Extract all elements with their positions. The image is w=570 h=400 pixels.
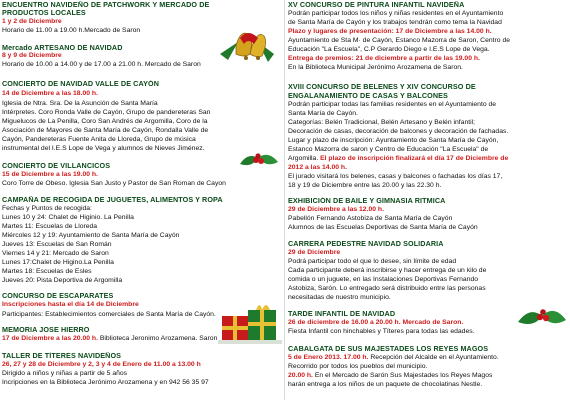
titeres-date: 26, 27 y 28 de Diciembre y 2, 3 y 4 de Enero de 11.00 a 13.00 h <box>2 361 201 368</box>
concierto-line: Asociación de Mayores de Santa María de Cayón, Rondalla Valle de <box>2 127 209 134</box>
carrera-title: CARRERA PEDESTRE NAVIDAD SOLIDARIA <box>288 240 444 248</box>
concierto-date: 14 de Diciembre a las 18.00 h. <box>2 90 98 97</box>
cabalgata-title: CABALGATA DE SUS MAJESTADES LOS REYES MAGOS <box>288 345 489 353</box>
concierto-line: instrumental del I.E.S Lope de Vega y alumnos de Nieves Jiménez. <box>2 145 205 152</box>
escaparates-text: Participantes: Establecimientos comerciales de Santa María de Cayón. <box>2 311 216 318</box>
recogida-line: Jueves 13: Escuelas de San Román <box>2 241 112 248</box>
carrera-line: Podrá participar todo el que lo desee, sin límite de edad <box>288 258 457 265</box>
cabalgata-time3: 20.00 h. <box>288 372 313 379</box>
belenes-line: Santa María de Cayón. <box>288 110 358 117</box>
belenes-deadline: El plazo de inscripción finalizará el día 17 de Diciembre de <box>320 155 509 162</box>
belenes-line: 18 y 19 de Diciembre entre las 20.00 y las 22.30 h. <box>288 182 442 189</box>
pintura-line: Educación "La Escuela", C.P Gerardo Diego e I.E.S Lope de Vega. <box>288 46 490 53</box>
villancicos-title: CONCIERTO DE VILLANCICOS <box>2 162 111 170</box>
belenes-line: Lugar y plazo de inscripción: Ayuntamiento de Santa María de Cayón, <box>288 137 499 144</box>
cabalgata-text3: En el Mercado de Sarón Sus Majestades los Reyes Magos <box>314 372 493 379</box>
belenes-title-line1: XVIII CONCURSO DE BELENES Y XIV CONCURSO DE <box>288 83 476 91</box>
carrera-line: comida o un juguete, en las Instalaciones Deportivas Fernando <box>288 276 479 283</box>
recogida-line: Lunes 10 y 24: Chalet de Higinio. La Penilla <box>2 214 134 221</box>
artesano-text: Horario de 10.00 a 14.00 y de 17.00 a 21.00 h. Mercado de Saron <box>2 61 201 68</box>
titeres-line: Dirigido a niños y niñas a partir de 5 años <box>2 370 128 377</box>
holly-berries-icon <box>516 302 568 330</box>
artesano-date: 8 y 9 de Diciembre <box>2 52 62 59</box>
pintura-title: XV CONCURSO DE PINTURA INFANTIL NAVIDEÑA <box>288 1 465 9</box>
holly-leaves-icon <box>238 146 280 172</box>
carrera-date: 29 de Diciembre <box>288 249 341 256</box>
patchwork-title-line1: ENCUENTRO NAVIDEÑO DE PATCHWORK Y MERCADO DE <box>2 1 210 9</box>
cabalgata-line3 <box>288 372 570 380</box>
pintura-line: Podrán participar todos los niños y niñas residentes en el Ayuntamiento <box>288 10 504 17</box>
belenes-line: Decoración de casas, decoración de balcones y decoración de fachadas. <box>288 128 509 135</box>
pintura-tail: En la Biblioteca Municipal Jerónimo Arozamena de Saron. <box>288 64 463 71</box>
escaparates-title: CONCURSO DE ESCAPARATES <box>2 292 114 300</box>
recogida-title: CAMPAÑA DE RECOGIDA DE JUGUETES, ALIMENTOS Y ROPA <box>2 196 223 204</box>
carrera-line: Cada participante deberá inscribirse y hacer entrega de un kilo de <box>288 267 487 274</box>
tarde-date: 26 de diciembre de 16.00 a 20.00 h. Mercado de Saron. <box>288 319 464 326</box>
baile-title: EXHIBICIÓN DE BAILE Y GIMNASIA RITMICA <box>288 197 446 205</box>
carrera-line: Astobiza, Sarón. Lo entregado será distribuido entre las personas <box>288 285 486 292</box>
right-column <box>286 0 570 400</box>
recogida-line: Viernes 14 y 21: Mercado de Saron <box>2 250 109 257</box>
belenes-deadline-2: 2012 a las 14.00 h. <box>288 164 347 171</box>
recogida-line: Martes 18: Escuelas de Esles <box>2 268 92 275</box>
patchwork-date: 1 y 2 de Diciembre <box>2 18 62 25</box>
pintura-plazo: Plazo y lugares de presentación: 17 de Diciembre a las 14.00 h. <box>288 28 492 35</box>
memoria-date: 17 de Diciembre a las 20.00 h. <box>2 335 98 342</box>
tarde-title: TARDE INFANTIL DE NAVIDAD <box>288 310 396 318</box>
titeres-line: Incripciones en la Biblioteca Jerónimo Arozamena y en 942 56 35 97 <box>2 379 209 386</box>
pintura-premios: Entrega de premios: 21 de diciembre a partir de las 19.00 h. <box>288 55 480 62</box>
concierto-title: CONCIERTO DE NAVIDAD VALLE DE CAYÓN <box>2 80 159 88</box>
cabalgata-text1: Recepción del Alcalde en el Ayuntamiento. <box>370 354 499 361</box>
belenes-line: Podrán participar todas las familias residentes en el Ayuntamiento de <box>288 101 497 108</box>
recogida-line: Martes 11: Escuelas de Lloreda <box>2 223 98 230</box>
concierto-line: Iglesia de Ntra. Sra. De la Asunción de Santa María <box>2 100 158 107</box>
gift-boxes-icon <box>218 296 282 346</box>
baile-date: 29 de Diciembre a las 12.00 h. <box>288 206 384 213</box>
recogida-line: Miércoles 12 y 19: Ayuntamiento de Santa María de Cayón <box>2 232 180 239</box>
patchwork-title-line2: PRODUCTOS LOCALES <box>2 9 86 17</box>
cabalgata-line4: harán entrega a los niños de un paquete de chocolatinas Nestle. <box>288 381 483 388</box>
belenes-line: Estanco Mazorra de saron y Centro de Educación "La Escuela" de <box>288 146 489 153</box>
belenes-argomilla: Argomilla. <box>288 155 319 162</box>
recogida-line: Fechas y Puntos de recogida: <box>2 205 92 212</box>
left-column <box>0 0 284 400</box>
memoria-title: MEMORIA JOSE HIERRO <box>2 326 90 334</box>
recogida-line: Lunes 17:Chalet de Higino.La Penilla <box>2 259 114 266</box>
baile-line: Pabellón Fernando Astobiza de Santa María de Cayón <box>288 215 453 222</box>
belenes-title-line2: ENGALANAMIENTO DE CASAS Y BALCONES <box>288 92 448 100</box>
tarde-text: Fiesta Infantil con hinchables y Títeres para todas las edades. <box>288 328 475 335</box>
column-divider <box>284 0 285 400</box>
cabalgata-line <box>288 354 570 362</box>
artesano-title: Mercado ARTESANO DE NAVIDAD <box>2 44 123 52</box>
pintura-line: de Santa María de Cayón y los trabajos tendrán como tema la Navidad <box>288 19 502 26</box>
recogida-line: Jueves 20: Pista Deportiva de Argomilla <box>2 277 123 284</box>
concierto-line: Intérpretes. Coro Ronda Valle de Cayón, Grupo de pandereteras San <box>2 109 211 116</box>
pintura-line: Ayuntamiento de Sta M· de Cayón, Estanco Mazorra de Saron, Centro de <box>288 37 511 44</box>
concierto-line: Miguelucos de La Penilla, Coro San Andrés de Argomilla, Coro de la <box>2 118 208 125</box>
belenes-line: El jurado visitará los belenes, casas y balcones o fachadas los días 17, <box>288 173 503 180</box>
escaparates-date: Inscripciones hasta el día 14 de Diciembre <box>2 301 139 308</box>
memoria-text: Biblioteca Jeronimo Arozamena. Saron <box>99 335 218 342</box>
belenes-line: Categorías: Belén Tradicional, Belén Artesano y Belén infantil; <box>288 119 476 126</box>
christmas-bells-icon <box>214 24 282 68</box>
concierto-line: Cayón, Pandereteras Fuente Anita de Lloreda, Grupo de música <box>2 136 196 143</box>
carrera-line: necesitadas de nuestro municipio. <box>288 294 391 301</box>
baile-line: Alumnos de las Escuelas Deportivas de Santa María de Cayón <box>288 224 478 231</box>
cabalgata-date: 5 de Enero 2013. 17.00 h. <box>288 354 369 361</box>
titeres-title: TALLER DE TÍTERES NAVIDEÑOS <box>2 352 122 360</box>
belenes-deadline-line <box>288 155 570 163</box>
cabalgata-line2: Recorrido por todos los pueblos del municipio. <box>288 363 428 370</box>
villancicos-text: Coro Torre de Obeso. Iglesia San Justo y Pastor de San Roman de Cayon <box>2 180 226 187</box>
villancicos-date: 15 de Diciembre a las 19.00 h. <box>2 171 98 178</box>
patchwork-text: Horario de 11.00 a 19.00 h.Mercado de Saron <box>2 27 141 34</box>
